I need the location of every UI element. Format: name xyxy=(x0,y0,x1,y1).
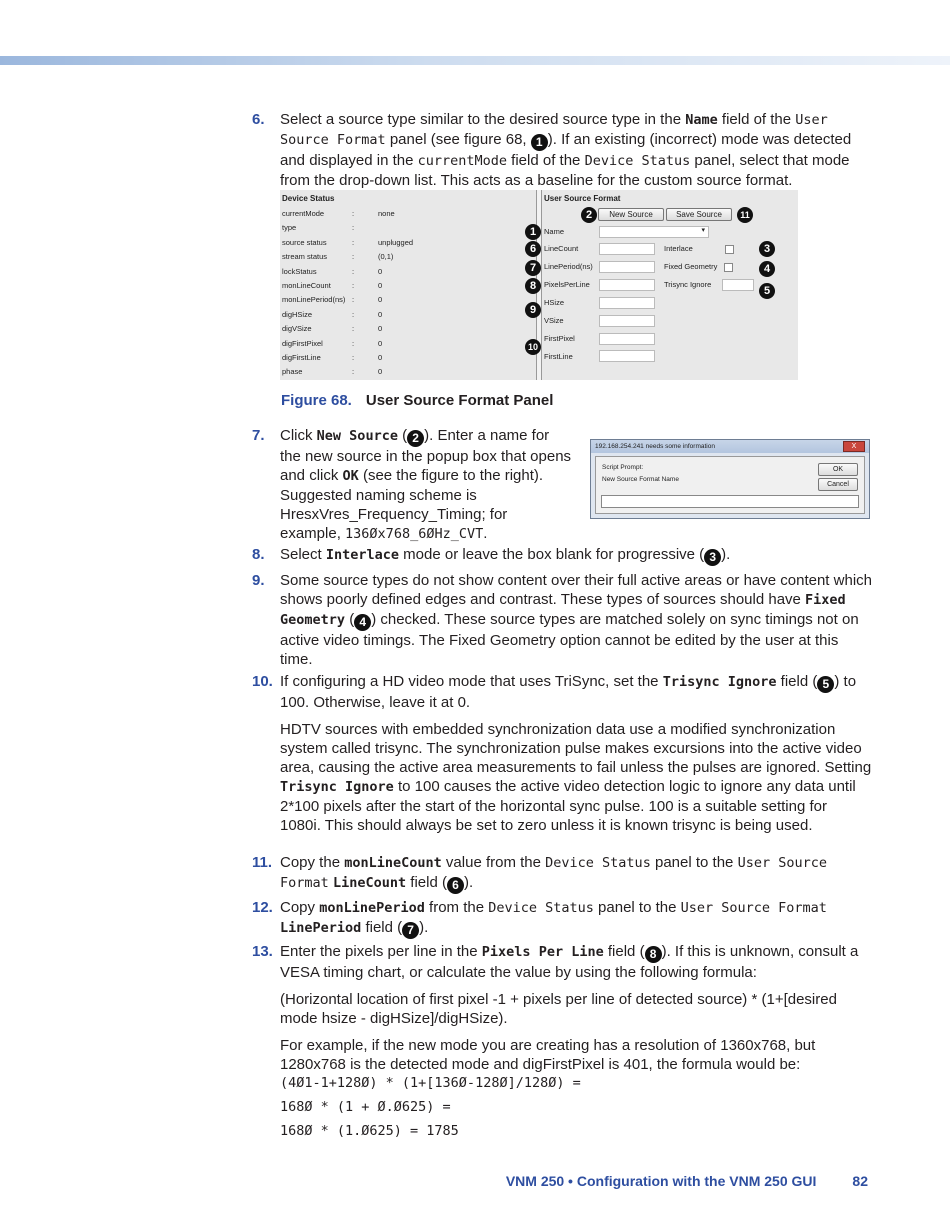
callout-4: 4 xyxy=(759,261,775,277)
text: . xyxy=(483,525,488,542)
page-number: 82 xyxy=(852,1173,868,1189)
callout-2: 2 xyxy=(407,430,424,447)
step-number: 10. xyxy=(252,673,273,690)
text: panel to the xyxy=(593,899,681,916)
example-name: 136Øx768_6ØHz_CVT xyxy=(345,526,484,542)
device-status-value: none xyxy=(378,209,395,218)
text: Some source types do not show content over their full active areas or have content which shows poorly defined edges and contrast. These types of sources should have xyxy=(280,572,872,608)
cancel-button[interactable]: Cancel xyxy=(818,478,858,491)
device-status-key: type xyxy=(282,223,297,233)
panel-name: User Source Format xyxy=(280,855,827,891)
device-status-value: 0 xyxy=(378,281,383,290)
step-number: 6. xyxy=(252,111,265,128)
text: Select xyxy=(280,546,326,563)
step-number: 13. xyxy=(252,943,273,960)
device-status-key: lockStatus xyxy=(282,266,317,276)
label-interlace: Interlace xyxy=(664,244,693,253)
device-status-row xyxy=(282,367,532,379)
text: to 100 causes the active video detection logic to ignore any data until 2*100 pixels after the start of the horizontal sync pulse. 100 is a suitable setting for 1080i. This should always be set to zero unless it is known trisync is being used. xyxy=(280,778,856,834)
device-status-row xyxy=(282,209,532,221)
device-status-key: digHSize xyxy=(282,309,313,319)
field-name: Name xyxy=(685,112,718,128)
callout-1: 1 xyxy=(525,224,541,240)
callout-3: 3 xyxy=(704,549,721,566)
device-status-value: 0 xyxy=(378,295,383,305)
label-lineperiod: LinePeriod(ns) xyxy=(544,262,593,271)
device-status-colon: : xyxy=(352,266,355,276)
device-status-value: 0 xyxy=(378,367,383,377)
step-13 xyxy=(252,942,872,1082)
text: field ( xyxy=(603,943,645,960)
firstpixel-input[interactable] xyxy=(599,333,655,345)
linecount-input[interactable] xyxy=(599,243,655,255)
text: Click xyxy=(280,427,317,444)
formula-description: (Horizontal location of first pixel -1 + pixels per line of detected source) * (1+[desired mode hsize - digHSize]/digHSize). xyxy=(280,991,837,1027)
callout-11: 11 xyxy=(737,207,753,223)
panel-name: User Source Format xyxy=(680,900,827,916)
text: ( xyxy=(397,427,408,444)
script-prompt-dialog xyxy=(590,439,870,519)
field-name: Trisync Ignore xyxy=(280,779,394,795)
device-status-colon: : xyxy=(352,252,355,262)
header-band xyxy=(0,56,950,65)
device-status-value: 0 xyxy=(378,309,383,319)
device-status-key: source status xyxy=(282,237,327,247)
device-status-title: Device Status xyxy=(282,194,335,203)
interlace-checkbox[interactable] xyxy=(725,245,734,254)
text: Copy the xyxy=(280,854,345,871)
step-number: 7. xyxy=(252,427,265,444)
field-name: monLineCount xyxy=(344,855,442,871)
device-status-row xyxy=(282,339,532,351)
step-number: 12. xyxy=(252,899,273,916)
text: value from the xyxy=(441,854,546,871)
dialog-title: 192.168.254.241 needs some information xyxy=(595,443,715,450)
callout-3: 3 xyxy=(759,241,775,257)
text: ). If an existing (incorrect) mode was detected and displayed in the xyxy=(280,131,852,169)
device-status-key: monLinePeriod(ns) xyxy=(282,295,346,305)
device-status-key: digFirstPixel xyxy=(282,338,323,348)
text: ). xyxy=(419,919,429,936)
text: field ( xyxy=(361,919,403,936)
device-status-row xyxy=(282,223,532,235)
label-firstpixel: FirstPixel xyxy=(544,334,575,343)
figure-title: User Source Format Panel xyxy=(365,392,554,409)
callout-5: 5 xyxy=(817,676,834,693)
device-status-value: 0 xyxy=(378,338,383,348)
text: field of the xyxy=(507,152,585,169)
vsize-input[interactable] xyxy=(599,315,655,327)
text: ) checked. These source types are matched solely on sync timings not on active video timings. The Fixed Geometry option cannot be edited by the user at this time. xyxy=(280,611,859,668)
step-11 xyxy=(252,853,872,894)
step-10 xyxy=(252,672,872,843)
device-status-row xyxy=(282,252,532,264)
device-status-colon: : xyxy=(352,295,355,305)
text: ). xyxy=(721,546,731,563)
device-status-value: 0 xyxy=(378,353,383,362)
device-status-key: monLineCount xyxy=(282,281,331,290)
text: from the xyxy=(424,899,489,916)
source-name-input[interactable] xyxy=(601,495,859,508)
device-status-value: 0 xyxy=(378,266,383,276)
dropdown-arrow-icon: ▾ xyxy=(701,227,705,234)
label-fixed-geometry: Fixed Geometry xyxy=(664,262,718,271)
device-status-key: phase xyxy=(282,367,303,377)
trisync-ignore-input[interactable] xyxy=(722,279,754,291)
text: panel (see figure 68, xyxy=(385,131,531,148)
device-status-key: stream status xyxy=(282,252,328,262)
fixed-geometry-checkbox[interactable] xyxy=(724,263,733,272)
step-number: 9. xyxy=(252,572,265,589)
step-6 xyxy=(252,110,872,190)
dialog-label: New Source Format Name xyxy=(602,476,679,483)
callout-8: 8 xyxy=(525,278,541,294)
device-status-row xyxy=(282,353,532,365)
callout-7: 7 xyxy=(402,922,419,939)
device-status-colon: : xyxy=(352,209,355,218)
step-8 xyxy=(252,545,872,566)
figure-caption xyxy=(281,392,553,409)
step-9 xyxy=(252,571,872,669)
device-status-value: 0 xyxy=(378,324,383,334)
device-status-value: unplugged xyxy=(378,237,414,247)
device-status-row xyxy=(282,238,532,250)
device-status-colon: : xyxy=(352,281,355,290)
button-name: OK xyxy=(342,468,359,484)
label-firstline: FirstLine xyxy=(544,352,573,361)
device-status-colon: : xyxy=(352,223,355,233)
device-status-row xyxy=(282,267,532,279)
device-status-row xyxy=(282,310,532,322)
device-status-row xyxy=(282,281,532,293)
figure-number: Figure 68. xyxy=(281,392,352,409)
callout-7: 7 xyxy=(525,260,541,276)
usf-title: User Source Format xyxy=(544,194,621,203)
close-icon[interactable]: X xyxy=(843,441,865,452)
pixelsperline-input[interactable] xyxy=(599,279,655,291)
field-name: Pixels Per Line xyxy=(481,944,604,960)
field-name: Fixed Geometry xyxy=(280,592,846,628)
text: ( xyxy=(345,611,355,628)
dialog-titlebar xyxy=(591,440,869,453)
text: Enter the pixels per line in the xyxy=(280,943,482,960)
callout-1: 1 xyxy=(531,134,548,151)
example-text: For example, if the new mode you are creating has a resolution of 1360x768, but 1280x768 is the detected mode and digFirstPixel is 401, the formula would be: xyxy=(280,1037,816,1073)
step-number: 11. xyxy=(252,854,273,871)
panel-name: User Source Format xyxy=(280,112,828,148)
callout-10: 10 xyxy=(525,339,541,355)
button-name: New Source xyxy=(316,428,398,444)
step-number: 8. xyxy=(252,546,265,563)
dialog-prompt: Script Prompt: xyxy=(602,464,644,471)
text: ). Enter a name for the new source in the popup box that opens and click xyxy=(280,427,572,484)
page-footer xyxy=(506,1173,868,1189)
callout-8: 8 xyxy=(645,946,662,963)
device-status-colon: : xyxy=(352,309,355,319)
formula-line-1: (4Ø1-1+128Ø) * (1+[136Ø-128Ø]/128Ø) = xyxy=(280,1075,581,1091)
device-status-value: (0,1) xyxy=(378,252,394,262)
field-name: monLinePeriod xyxy=(319,900,425,916)
label-linecount: LineCount xyxy=(544,244,579,253)
device-status-colon: : xyxy=(352,324,355,334)
text: field ( xyxy=(776,673,818,690)
callout-6: 6 xyxy=(447,877,464,894)
field-name: LineCount xyxy=(332,875,407,891)
text: ). If this is unknown, consult a VESA timing chart, or calculate the value by using the following formula: xyxy=(280,943,859,981)
field-name: Trisync Ignore xyxy=(662,674,777,690)
panel-name: Device Status xyxy=(584,153,691,169)
callout-4: 4 xyxy=(354,614,371,631)
formula-line-3: 168Ø * (1.Ø625) = 1785 xyxy=(280,1123,459,1139)
panel-name: Device Status xyxy=(545,855,651,871)
callout-9: 9 xyxy=(525,302,541,318)
name-select[interactable] xyxy=(599,226,709,238)
label-trisync-ignore: Trisync Ignore xyxy=(664,280,712,289)
field-name: Interlace xyxy=(325,547,400,563)
callout-2: 2 xyxy=(581,207,597,223)
device-status-key: currentMode xyxy=(282,209,325,218)
lineperiod-input[interactable] xyxy=(599,261,655,273)
text: If configuring a HD video mode that uses TriSync, set the xyxy=(280,673,663,690)
step-7 xyxy=(252,426,572,544)
firstline-input[interactable] xyxy=(599,350,655,362)
text: field of the xyxy=(717,111,796,128)
ok-button[interactable]: OK xyxy=(818,463,858,476)
device-status-colon: : xyxy=(352,338,355,348)
label-name: Name xyxy=(544,227,565,236)
new-source-button[interactable]: New Source xyxy=(598,208,664,221)
text: Copy xyxy=(280,899,320,916)
device-status-key: digVSize xyxy=(282,324,312,334)
callout-6: 6 xyxy=(525,241,541,257)
text: HDTV sources with embedded synchronization data use a modified synchronization system called trisync. The synchronization pulse makes excursions into the active video area, causing the active area measurements to fail unless the pulses are ignored. Setting xyxy=(280,721,872,776)
step-12 xyxy=(252,898,872,939)
field-name: LinePeriod xyxy=(280,920,362,936)
user-source-format-figure xyxy=(280,190,798,380)
panel-name: Device Status xyxy=(488,900,594,916)
label-pixelsperline: PixelsPerLine xyxy=(544,280,590,289)
label-hsize: HSize xyxy=(544,298,565,307)
text: Select a source type similar to the desired source type in the xyxy=(280,111,686,128)
device-status-row xyxy=(282,324,532,336)
text: field ( xyxy=(406,874,447,891)
callout-5: 5 xyxy=(759,283,775,299)
device-status-colon: : xyxy=(352,353,355,362)
text: mode or leave the box blank for progressive ( xyxy=(399,546,705,563)
footer-title: VNM 250 • Configuration with the VNM 250 GUI xyxy=(505,1173,817,1189)
save-source-button[interactable]: Save Source xyxy=(666,208,732,221)
text: ). xyxy=(463,874,474,891)
label-vsize: VSize xyxy=(544,316,564,325)
field-name: currentMode xyxy=(417,153,508,169)
text: panel, select that mode from the drop-down list. This acts as a baseline for the custom source format. xyxy=(280,152,850,189)
device-status-key: digFirstLine xyxy=(282,353,321,362)
device-status-colon: : xyxy=(352,237,355,247)
device-status-panel xyxy=(280,190,534,380)
hsize-input[interactable] xyxy=(599,297,655,309)
device-status-row xyxy=(282,295,532,307)
device-status-colon: : xyxy=(352,367,355,377)
text: ) to 100. Otherwise, leave it at 0. xyxy=(280,673,857,711)
text: (see the figure to the right). Suggested naming scheme is HresxVres_Frequency_Timing; for example, xyxy=(280,467,544,542)
dialog-body xyxy=(595,456,865,514)
text: panel to the xyxy=(650,854,738,871)
formula-line-2: 168Ø * (1 + Ø.Ø625) = xyxy=(280,1099,451,1115)
